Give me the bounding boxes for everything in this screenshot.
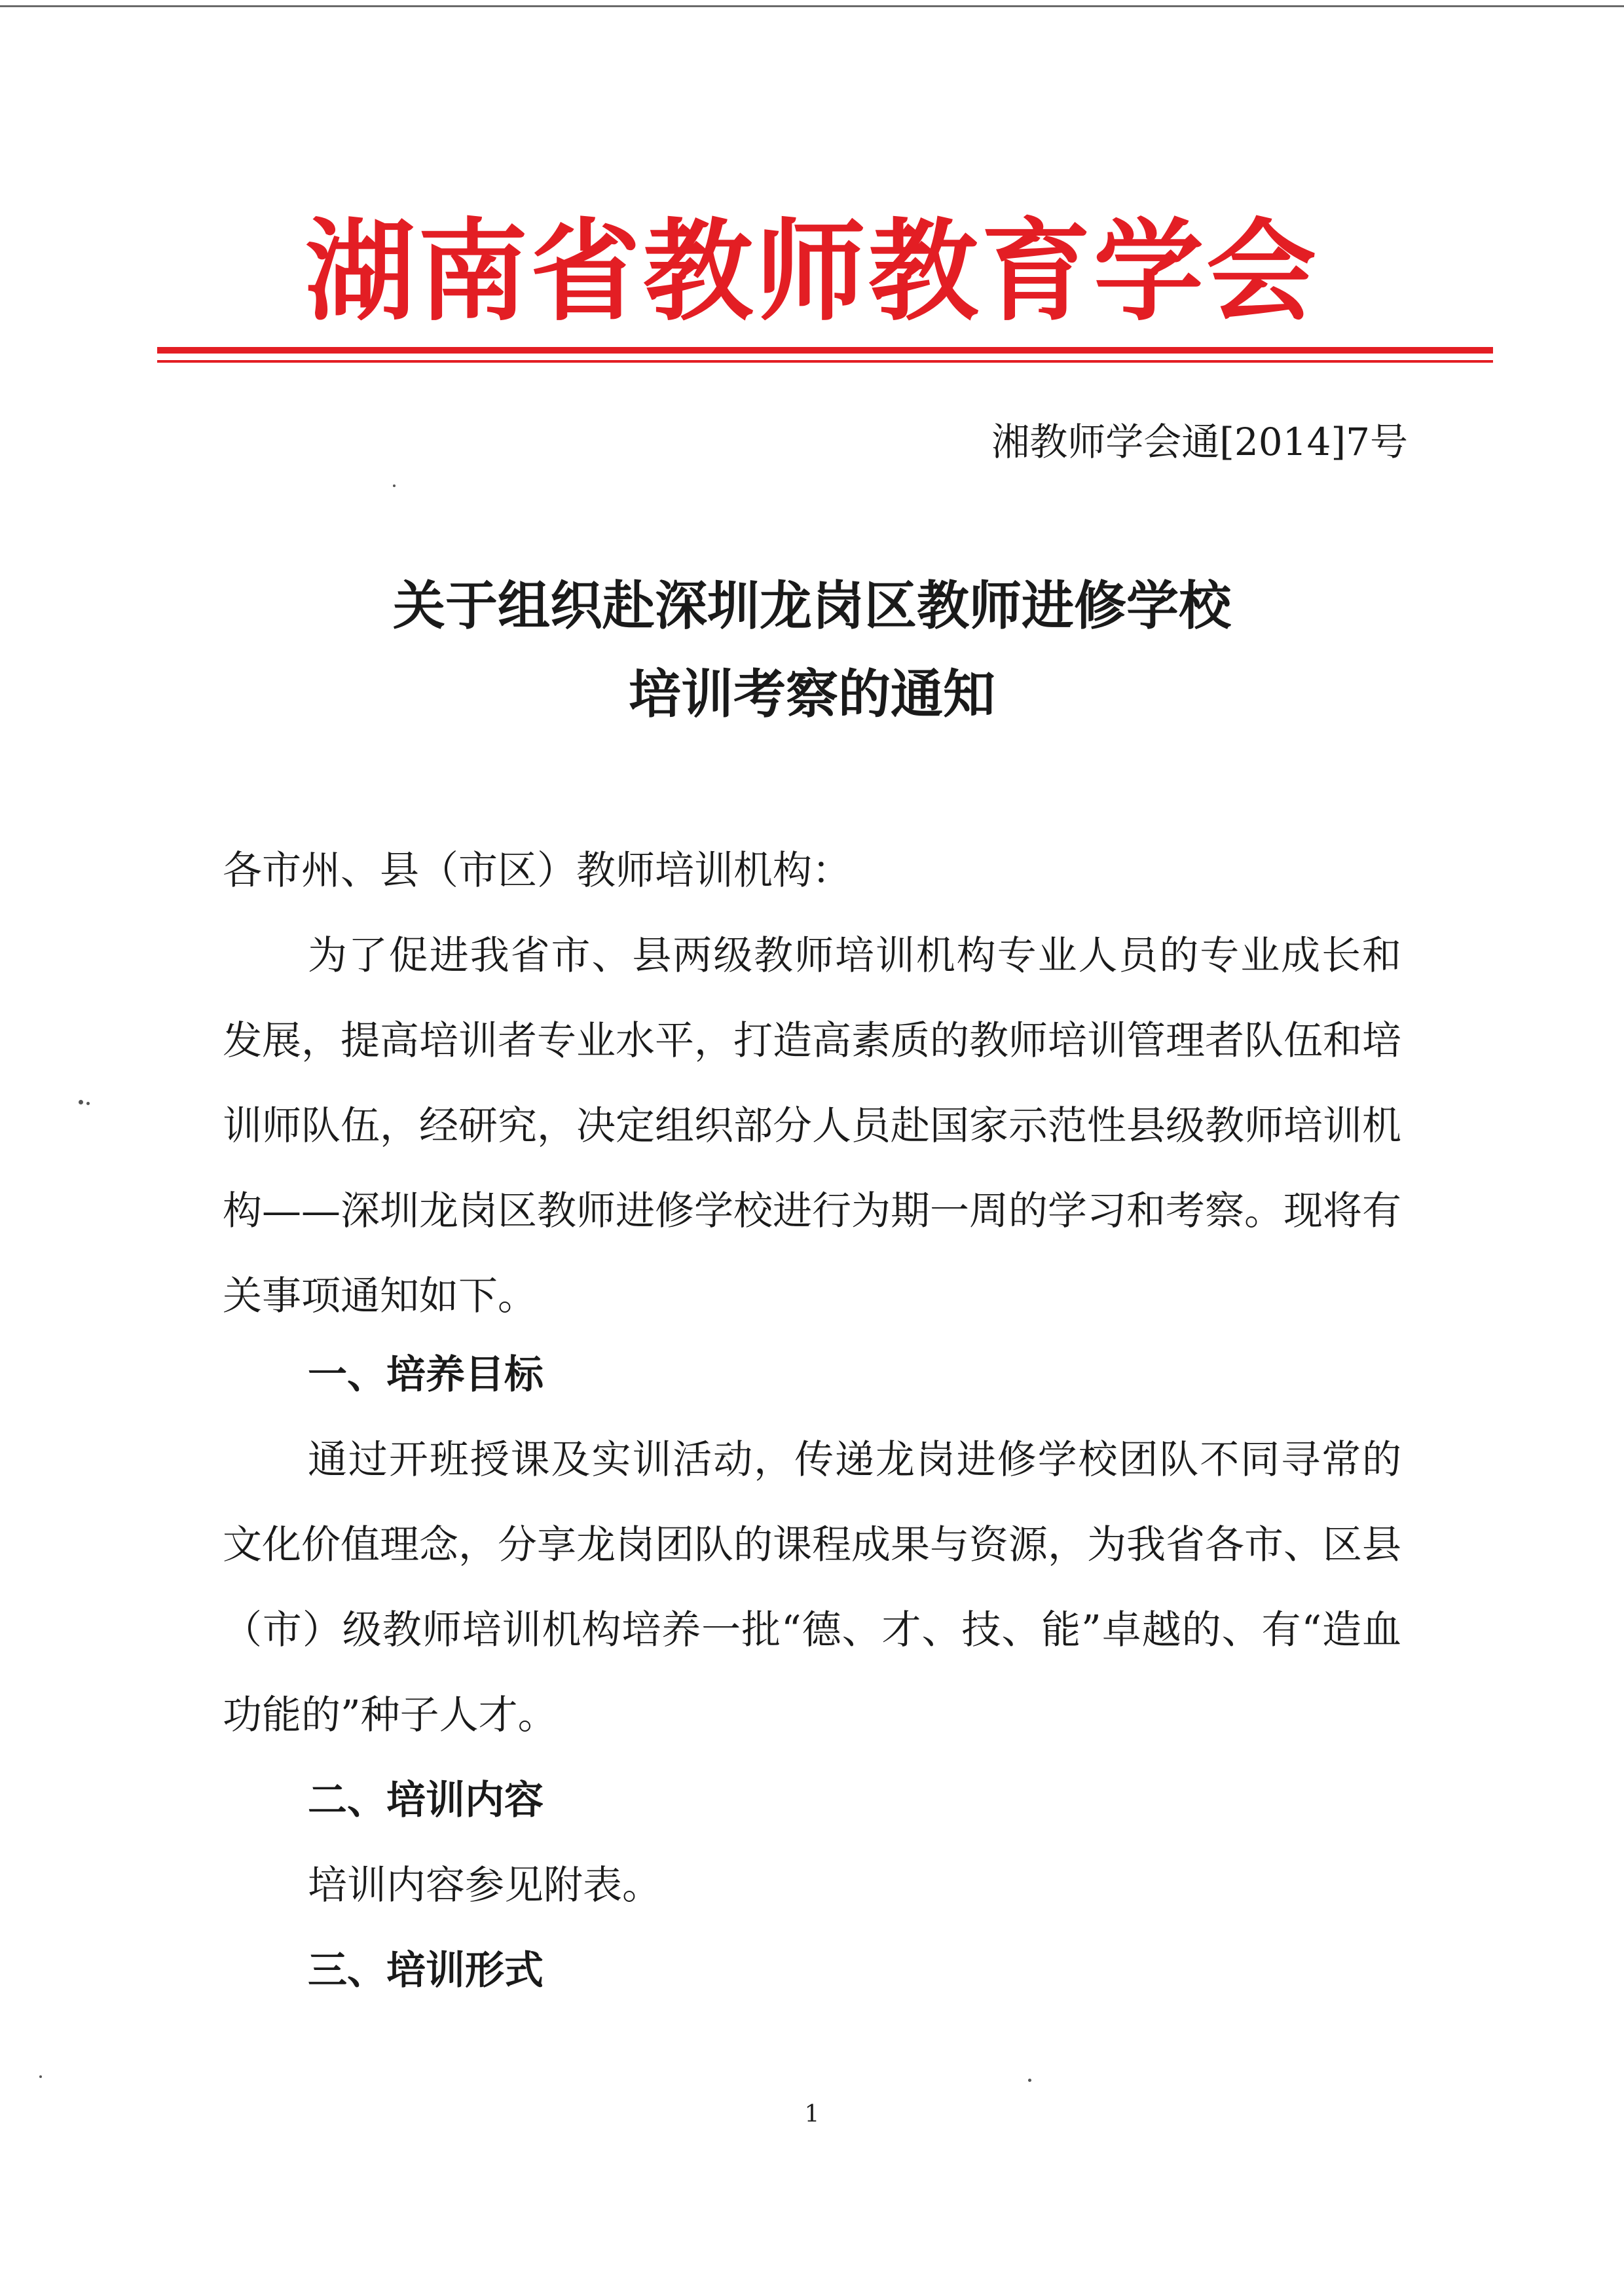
salutation: 各市州、县（市区）教师培训机构： <box>223 848 851 894</box>
scan-speck <box>79 1100 83 1104</box>
scan-speck <box>86 1102 90 1105</box>
title-line-2: 培训考察的通知 <box>629 663 995 725</box>
scan-speck <box>1028 2079 1031 2082</box>
section-1-heading: 一、培养目标 <box>308 1352 544 1398</box>
document-number: 湘教师学会通[2014]7号 <box>991 420 1408 464</box>
intro-paragraph: 为了促进我省市、县两级教师培训机构专业人员的专业成长和发展，提高培训者专业水平，打造高素质的教师培训管理者队伍和培训师队伍，经研究，决定组织部分人员赴国家示范性县级教师培训机构——深圳龙岗区教师进修学校进行为期一周的学习和考察。现将有关事项通知如下。 <box>223 933 1401 1319</box>
section-2-paragraph: 培训内容参见附表。 <box>308 1863 661 1908</box>
page-number: 1 <box>804 2101 820 2128</box>
title-line-1: 关于组织赴深圳龙岗区教师进修学校 <box>393 575 1231 636</box>
letterhead-rule-thin <box>157 360 1493 363</box>
scan-speck <box>393 484 396 487</box>
scan-speck <box>39 2075 42 2078</box>
section-3-heading: 三、培训形式 <box>308 1948 544 1994</box>
section-2-heading: 二、培训内容 <box>308 1777 544 1823</box>
letterhead-org-name: 湖南省教师教育学会 <box>305 208 1319 336</box>
letterhead-rule-thick <box>157 347 1493 354</box>
scan-edge-line <box>0 5 1624 7</box>
section-1-paragraph: 通过开班授课及实训活动，传递龙岗进修学校团队不同寻常的文化价值理念，分享龙岗团队的课程成果与资源，为我省各市、区县（市）级教师培训机构培养一批“德、才、技、能”卓越的、有“造血功能的”种子人才。 <box>223 1437 1401 1738</box>
